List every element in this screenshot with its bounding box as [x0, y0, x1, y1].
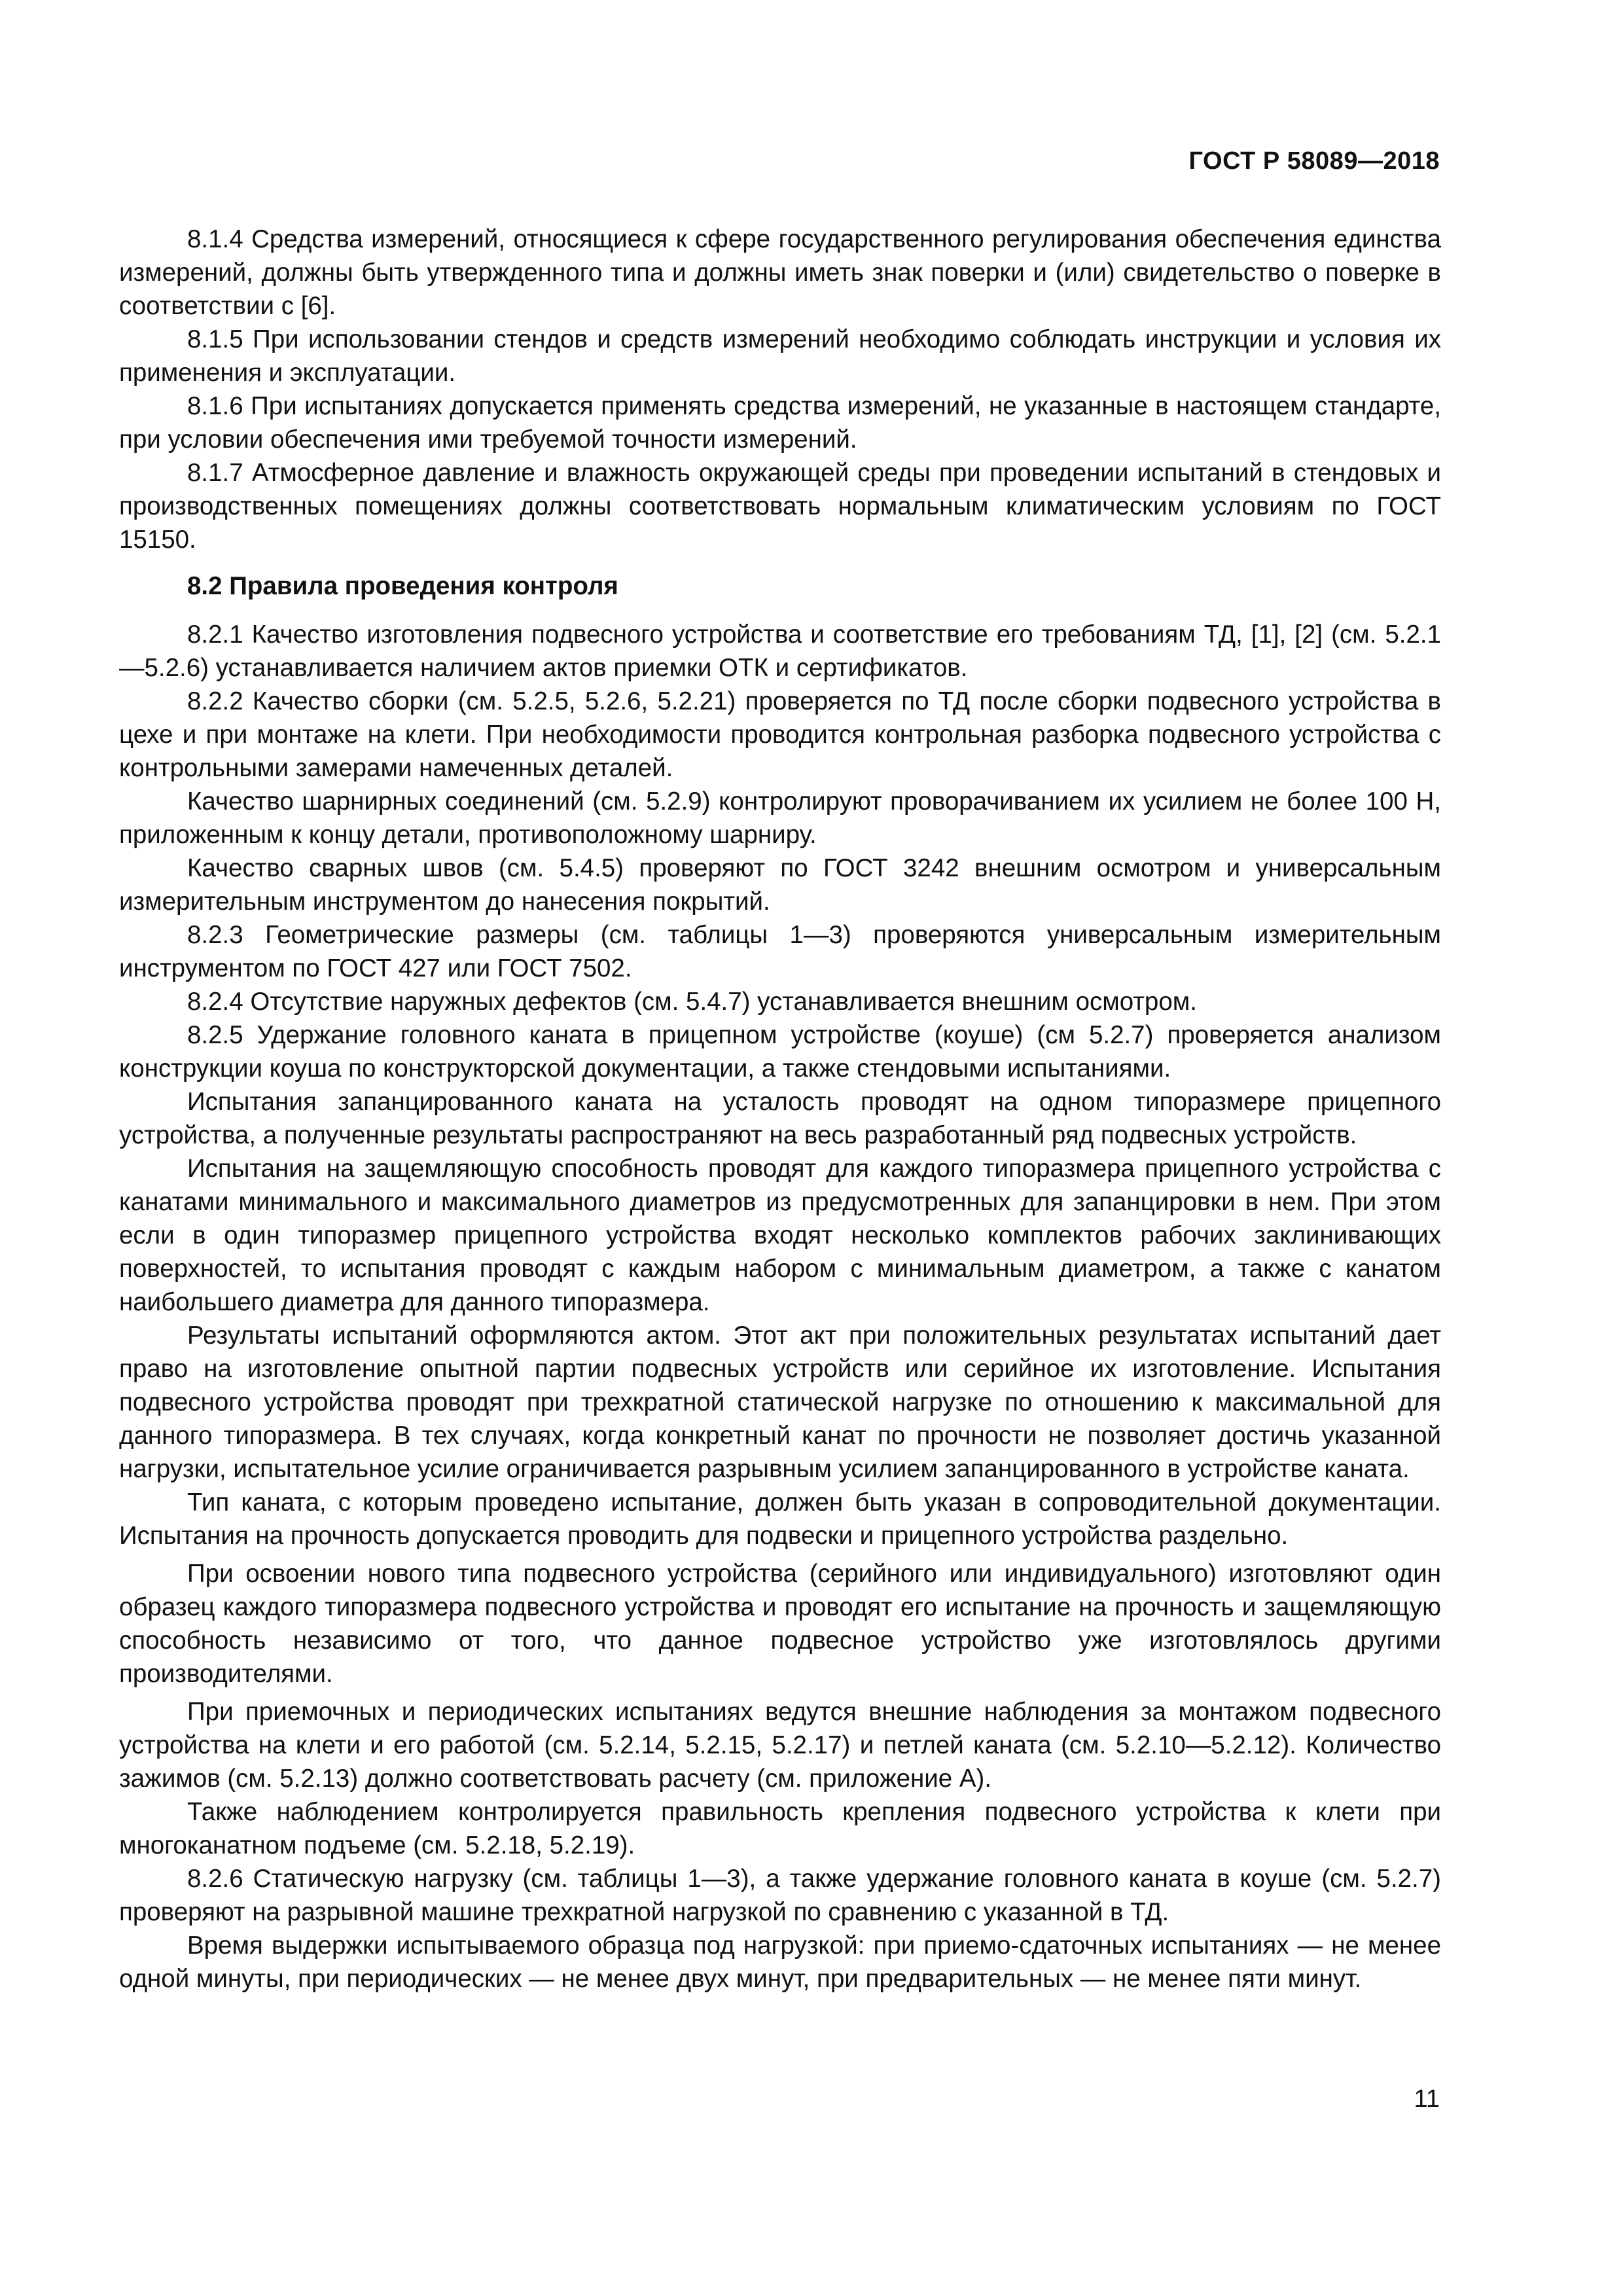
- paragraph-hinge-quality: Качество шарнирных соединений (см. 5.2.9) контролируют проворачиванием их усилием не более 100 Н, приложенным к концу детали, противоположному шарниру.: [119, 787, 1441, 849]
- paragraph-new-type: При освоении нового типа подвесного устройства (серийного или индивидуального) изготовляют один образец каждого типоразмера подвесного устройства и проводят его испытание на прочность и защемляющую способность независимо от того, что данное подвесное устройство уже изготовлялось другими производителями.: [119, 1560, 1441, 1688]
- paragraph-fatigue-tests: Испытания запанцированного каната на усталость проводят на одном типоразмере прицепного устройства, а полученные результаты распространяют на весь разработанный ряд подвесных устройств.: [119, 1088, 1441, 1149]
- section-heading-8-2: 8.2 Правила проведения контроля: [187, 572, 618, 600]
- paragraph-8-2-2: 8.2.2 Качество сборки (см. 5.2.5, 5.2.6, 5.2.21) проверяется по ТД после сборки подвесного устройства в цехе и при монтаже на клети. При необходимости проводится контрольная разборка подвесного устройства с контрольными замерами намеченных деталей.: [119, 687, 1441, 782]
- document-body: [119, 223, 1441, 1996]
- paragraph-8-2-5: 8.2.5 Удержание головного каната в прицепном устройстве (коуше) (см 5.2.7) проверяется анализом конструкции коуша по конструкторской документации, а также стендовыми испытаниями.: [119, 1021, 1441, 1083]
- paragraph-multirope: Также наблюдением контролируется правильность крепления подвесного устройства к клети при многоканатном подъеме (см. 5.2.18, 5.2.19).: [119, 1798, 1441, 1859]
- document-header: ГОСТ Р 58089—2018: [1188, 147, 1440, 175]
- paragraph-8-1-7: 8.1.7 Атмосферное давление и влажность окружающей среды при проведении испытаний в стендовых и производственных помещениях должны соответствовать нормальным климатическим условиям по ГОСТ 15150.: [119, 459, 1441, 554]
- paragraph-clamping-tests: Испытания на защемляющую способность проводят для каждого типоразмера прицепного устройства с канатами минимального и максимального диаметров из предусмотренных для запанцировки в нем. При этом если в один типоразмер прицепного устройства входят несколько комплектов рабочих заклинивающих поверхностей, то испытания проводят с каждым набором с минимальным диаметром, а также с канатом наибольшего диаметра для данного типоразмера.: [119, 1155, 1441, 1316]
- paragraph-8-2-6: 8.2.6 Статическую нагрузку (см. таблицы 1—3), а также удержание головного каната в коуше (см. 5.2.7) проверяют на разрывной машине трехкратной нагрузкой по сравнению с указанной в ТД.: [119, 1865, 1441, 1926]
- paragraph-test-results: Результаты испытаний оформляются актом. Этот акт при положительных результатах испытаний дает право на изготовление опытной партии подвесных устройств или серийное их изготовление. Испытания подвесного устройства проводят при трехкратной статической нагрузке по отношению к максимальной для данного типоразмера. В тех случаях, когда конкретный канат по прочности не позволяет достичь указанной нагрузки, испытательное усилие ограничивается разрывным усилием запанцированного в устройстве каната.: [119, 1321, 1441, 1483]
- paragraph-rope-type: Тип каната, с которым проведено испытание, должен быть указан в сопроводительной документации. Испытания на прочность допускается проводить для подвески и прицепного устройства раздельно.: [119, 1488, 1441, 1550]
- paragraph-8-1-4: 8.1.4 Средства измерений, относящиеся к сфере государственного регулирования обеспечения единства измерений, должны быть утвержденного типа и должны иметь знак поверки и (или) свидетельство о поверке в соответствии с [6].: [119, 225, 1441, 320]
- page-number: 11: [1414, 2085, 1440, 2113]
- paragraph-8-2-1: 8.2.1 Качество изготовления подвесного устройства и соответствие его требованиям ТД, [1], [2] (см. 5.2.1—5.2.6) устанавливается наличием актов приемки ОТК и сертификатов.: [119, 620, 1441, 682]
- paragraph-8-1-6: 8.1.6 При испытаниях допускается применять средства измерений, не указанные в настоящем стандарте, при условии обеспечения ими требуемой точности измерений.: [119, 392, 1441, 454]
- paragraph-8-2-4: 8.2.4 Отсутствие наружных дефектов (см. 5.4.7) устанавливается внешним осмотром.: [187, 988, 1197, 1016]
- paragraph-8-2-3: 8.2.3 Геометрические размеры (см. таблицы 1—3) проверяются универсальным измерительным инструментом по ГОСТ 427 или ГОСТ 7502.: [119, 921, 1441, 982]
- paragraph-hold-time: Время выдержки испытываемого образца под нагрузкой: при приемо-сдаточных испытаниях — не менее одной минуты, при периодических — не менее двух минут, при предварительных — не менее пяти минут.: [119, 1931, 1441, 1993]
- paragraph-acceptance-tests: При приемочных и периодических испытаниях ведутся внешние наблюдения за монтажом подвесного устройства на клети и его работой (см. 5.2.14, 5.2.15, 5.2.17) и петлей каната (см. 5.2.10—5.2.12). Количество зажимов (см. 5.2.13) должно соответствовать расчету (см. приложение А).: [119, 1698, 1441, 1793]
- paragraph-8-1-5: 8.1.5 При использовании стендов и средств измерений необходимо соблюдать инструкции и условия их применения и эксплуатации.: [119, 325, 1441, 387]
- paragraph-weld-quality: Качество сварных швов (см. 5.4.5) проверяют по ГОСТ 3242 внешним осмотром и универсальным измерительным инструментом до нанесения покрытий.: [119, 854, 1441, 916]
